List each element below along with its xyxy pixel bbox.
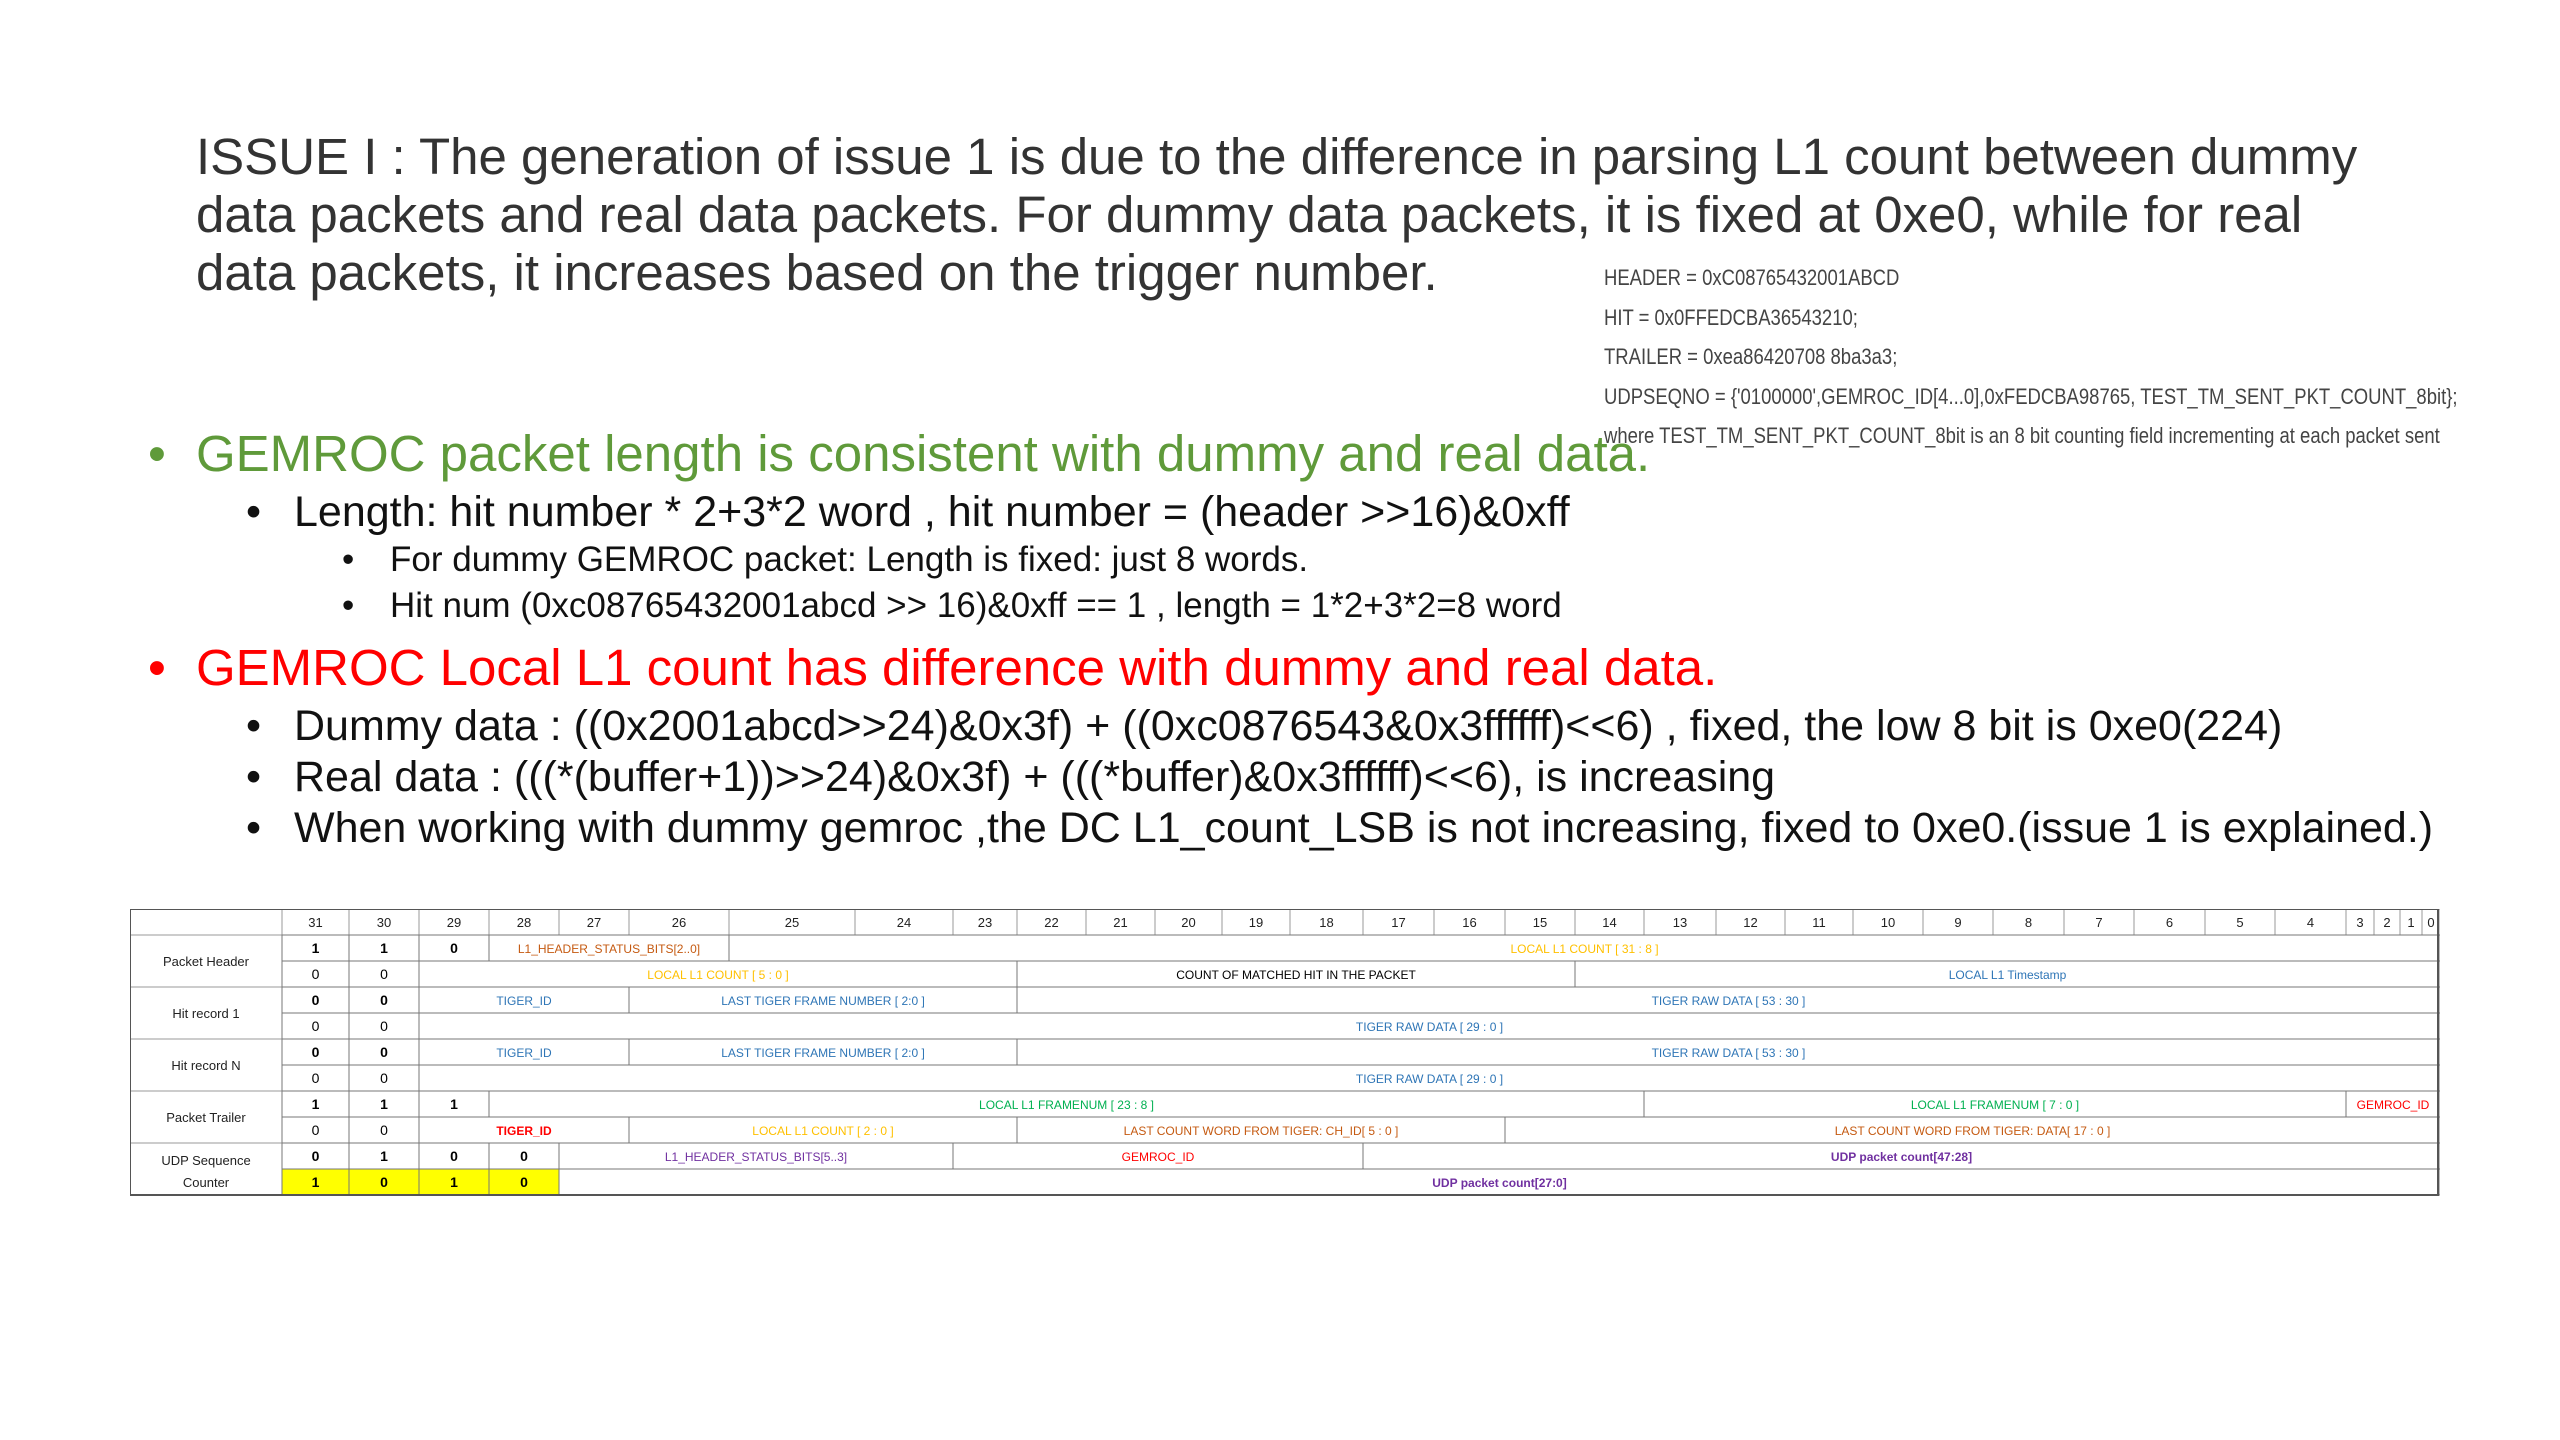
register-field-label: 1 <box>311 1096 320 1112</box>
register-field-label: TIGER RAW DATA [ 53 : 30 ] <box>1651 994 1806 1008</box>
register-field-label: 1 <box>380 940 388 956</box>
bullet-dot: • <box>342 586 355 625</box>
bit-label: 3 <box>2356 915 2364 930</box>
register-field-label: 1 <box>380 1148 388 1164</box>
register-field-label: 0 <box>380 1122 388 1138</box>
bullet-dot: • <box>246 753 262 801</box>
bit-label: 5 <box>2236 915 2244 930</box>
bit-label: 28 <box>516 915 532 930</box>
row-group-label: UDP Sequence <box>161 1153 251 1168</box>
register-field-label: 1 <box>450 1096 458 1112</box>
bit-label: 17 <box>1391 915 1406 930</box>
register-field-label: 0 <box>311 966 320 982</box>
register-field-label: 0 <box>311 1018 320 1034</box>
register-field-label: LAST COUNT WORD FROM TIGER: CH_ID[ 5 : 0 ] <box>1123 1124 1399 1138</box>
register-field-label: 0 <box>311 1148 320 1164</box>
bullet-dot: • <box>342 540 355 579</box>
bit-label: 18 <box>1319 915 1334 930</box>
register-field-label: 0 <box>311 1044 320 1060</box>
bit-label: 22 <box>1044 915 1059 930</box>
register-field-label: 0 <box>520 1174 528 1190</box>
register-field-label: LOCAL L1 FRAMENUM [ 7 : 0 ] <box>1910 1098 2080 1112</box>
bit-label: 15 <box>1532 915 1548 930</box>
bit-label: 31 <box>308 915 323 930</box>
register-field-label: 0 <box>380 1070 388 1086</box>
register-field-label: 0 <box>380 1018 388 1034</box>
register-field-label: LOCAL L1 FRAMENUM [ 23 : 8 ] <box>979 1098 1154 1112</box>
bit-label: 10 <box>1880 915 1896 930</box>
bit-label: 8 <box>2024 915 2033 930</box>
register-field-label: LAST COUNT WORD FROM TIGER: DATA[ 17 : 0 ] <box>1834 1124 2111 1138</box>
register-field-label: L1_HEADER_STATUS_BITS[2..0] <box>517 942 701 956</box>
bit-label: 9 <box>1954 915 1962 930</box>
bullet-dummy-data: Dummy data : ((0x2001abcd>>24)&0x3f) + ((0xc0876543&0x3ffffff)<<6) , fixed, the low 8 bit is 0xe0(224) <box>294 702 2283 750</box>
register-field-label: TIGER_ID <box>496 1046 552 1060</box>
register-field-label: UDP packet count[47:28] <box>1830 1150 1973 1164</box>
bit-label: 2 <box>2383 915 2391 930</box>
issue-line-2: data packets and real data packets. For dummy data packets, it is fixed at 0xe0, while for real <box>196 186 2303 243</box>
bullet-length-title: GEMROC packet length is consistent with dummy and real data. <box>196 425 1651 482</box>
row-group-label: Hit record 1 <box>172 1006 240 1021</box>
register-field-label: LOCAL L1 COUNT [ 5 : 0 ] <box>647 968 789 982</box>
bullet-length-formula: Length: hit number * 2+3*2 word , hit number = (header >>16)&0xff <box>294 488 1570 536</box>
register-field-label: 1 <box>380 1096 388 1112</box>
bit-label: 25 <box>784 915 800 930</box>
bullet-dot: • <box>148 639 166 696</box>
register-field-label: TIGER RAW DATA [ 29 : 0 ] <box>1355 1072 1504 1086</box>
register-field-label: 0 <box>311 1070 320 1086</box>
register-field-label: 0 <box>380 992 388 1008</box>
bullet-l1-title: GEMROC Local L1 count has difference with dummy and real data. <box>196 639 1718 696</box>
register-field-label: 0 <box>311 1122 320 1138</box>
register-field-label: COUNT OF MATCHED HIT IN THE PACKET <box>1176 968 1416 982</box>
register-field-label: LAST TIGER FRAME NUMBER [ 2:0 ] <box>721 994 925 1008</box>
bit-label: 11 <box>1812 915 1826 930</box>
register-field-label: 0 <box>450 1148 458 1164</box>
bit-label: 13 <box>1672 915 1688 930</box>
issue-line-3: data packets, it increases based on the trigger number. <box>196 244 1438 301</box>
bit-label: 7 <box>2095 915 2103 930</box>
register-field-label: L1_HEADER_STATUS_BITS[5..3] <box>664 1150 848 1164</box>
code-line-hit: HIT = 0x0FFEDCBA36543210; <box>1604 304 1858 330</box>
bullet-dot: • <box>246 804 262 852</box>
bit-label: 1 <box>2407 915 2415 930</box>
bit-label: 30 <box>376 915 392 930</box>
register-field-label: 1 <box>450 1174 458 1190</box>
bit-label: 4 <box>2306 915 2315 930</box>
bullet-real-data: Real data : (((*(buffer+1))>>24)&0x3f) + (((*buffer)&0x3ffffff)<<6), is increasing <box>294 753 1776 801</box>
register-field-label: TIGER_ID <box>496 1124 552 1138</box>
code-line-note: where TEST_TM_SENT_PKT_COUNT_8bit is an 8 bit counting field incrementing at each packet sent <box>1604 423 2440 448</box>
register-field-label: GEMROC_ID <box>2356 1098 2430 1112</box>
register-field-label: TIGER RAW DATA [ 29 : 0 ] <box>1355 1020 1504 1034</box>
row-group-label: Packet Header <box>163 954 249 969</box>
code-line-trailer: TRAILER = 0xea86420708 8ba3a3; <box>1604 344 1898 369</box>
code-constants <box>1604 258 2458 456</box>
register-field-label: LOCAL L1 Timestamp <box>1948 968 2067 982</box>
bullet-dot: • <box>246 488 262 536</box>
bit-label: 0 <box>2427 915 2435 930</box>
bit-label: 26 <box>671 915 687 930</box>
bit-label: 14 <box>1602 915 1617 930</box>
row-group-label: Packet Trailer <box>166 1110 246 1125</box>
register-field-label: 0 <box>380 1044 388 1060</box>
bit-label: 19 <box>1248 915 1264 930</box>
code-line-header: HEADER = 0xC08765432001ABCD <box>1604 265 1900 290</box>
bullet-dot: • <box>148 425 166 482</box>
register-field-label: 1 <box>311 1174 320 1190</box>
bit-label: 27 <box>586 915 602 930</box>
row-group-label: Counter <box>182 1175 230 1190</box>
bit-label: 12 <box>1743 915 1758 930</box>
code-line-udpseqno: UDPSEQNO = {'0100000',GEMROC_ID[4...0],0xFEDCBA98765, TEST_TM_SENT_PKT_COUNT_8bit}; <box>1604 383 2458 409</box>
issue-line-1: ISSUE I : The generation of issue 1 is due to the difference in parsing L1 count between dummy <box>196 128 2358 185</box>
register-field-label: TIGER RAW DATA [ 53 : 30 ] <box>1651 1046 1806 1060</box>
register-field-label: 0 <box>380 1174 388 1190</box>
bit-label: 29 <box>446 915 462 930</box>
register-field-label: 0 <box>311 992 320 1008</box>
bit-label: 16 <box>1462 915 1477 930</box>
bullet-dot: • <box>246 702 262 750</box>
register-field-label: 1 <box>311 940 320 956</box>
register-field-label: 0 <box>450 940 458 956</box>
register-table-svg <box>130 909 2440 1197</box>
register-field-label: UDP packet count[27:0] <box>1432 1176 1567 1190</box>
row-group-label: Hit record N <box>171 1058 241 1073</box>
register-field-label: TIGER_ID <box>496 994 552 1008</box>
bullet-dummy-length: For dummy GEMROC packet: Length is fixed: just 8 words. <box>390 540 1309 579</box>
register-field-label: LAST TIGER FRAME NUMBER [ 2:0 ] <box>721 1046 925 1060</box>
register-field-label: 0 <box>380 966 388 982</box>
register-field-label: LOCAL L1 COUNT [ 2 : 0 ] <box>752 1124 894 1138</box>
bit-label: 23 <box>977 915 993 930</box>
register-table <box>130 909 2440 1197</box>
bit-label: 20 <box>1181 915 1196 930</box>
register-field-label: GEMROC_ID <box>1121 1150 1195 1164</box>
bullet-when-working: When working with dummy gemroc ,the DC L1_count_LSB is not increasing, fixed to 0xe0.(issue 1 is explained.) <box>294 804 2434 852</box>
bit-label: 6 <box>2165 915 2174 930</box>
bullet-hit-num: Hit num (0xc08765432001abcd >> 16)&0xff == 1 , length = 1*2+3*2=8 word <box>390 586 1562 625</box>
bit-label: 21 <box>1113 915 1128 930</box>
register-field-label: LOCAL L1 COUNT [ 31 : 8 ] <box>1510 942 1659 956</box>
register-field-label: 0 <box>520 1148 528 1164</box>
bit-label: 24 <box>896 915 912 930</box>
